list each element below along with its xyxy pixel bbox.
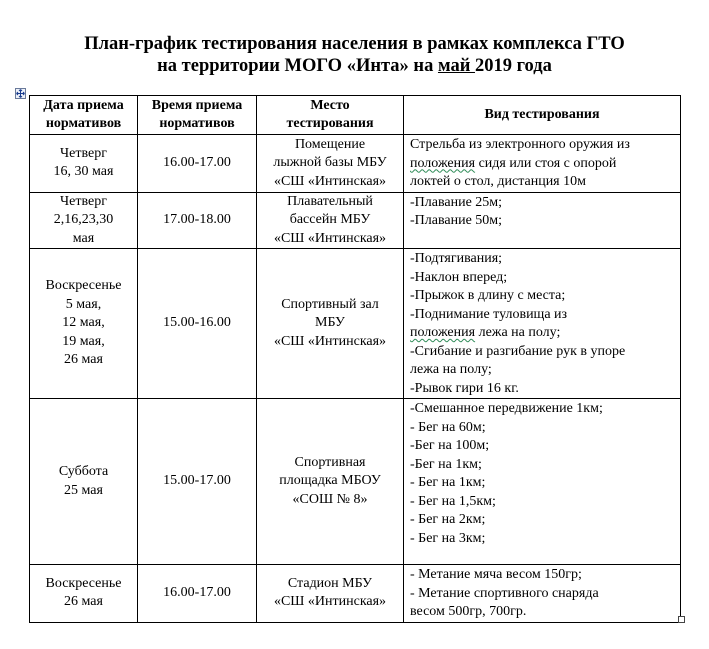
tests-cell	[404, 565, 681, 623]
date-cell	[30, 249, 138, 399]
place-cell-line: площадка МБОУ	[279, 473, 381, 489]
document-title	[0, 33, 709, 77]
test-text: Стрельба из электронного оружия из	[410, 137, 630, 152]
place-cell-line: лыжной базы МБУ	[273, 155, 387, 170]
test-item	[410, 306, 678, 325]
test-text: -Плавание 25м;	[410, 194, 503, 210]
test-item	[410, 493, 678, 512]
place-cell-line: «СОШ № 8»	[292, 491, 368, 507]
date-cell-line: 26 мая	[64, 594, 103, 610]
test-text: лежа на полу;	[410, 362, 492, 377]
table-row	[30, 399, 681, 565]
test-item	[410, 343, 678, 362]
table-resize-handle[interactable]	[678, 616, 685, 623]
place-cell-line: Помещение	[294, 136, 366, 152]
time-cell: 15.00-16.00	[138, 249, 257, 399]
title-line-2-suffix: 2019 года	[474, 56, 552, 76]
test-text: -Подтягивания;	[410, 251, 503, 266]
place-cell	[257, 565, 404, 623]
tests-cell	[404, 249, 681, 399]
table-row	[30, 565, 681, 623]
test-item	[410, 269, 678, 288]
schedule-table	[29, 95, 681, 623]
header-text: Место	[310, 97, 350, 113]
test-item	[410, 530, 678, 549]
test-item	[410, 136, 678, 155]
date-cell-line: Воскресенье	[45, 575, 122, 591]
tests-cell	[404, 399, 681, 565]
time-cell: 16.00-17.00	[138, 565, 257, 623]
test-item	[410, 287, 678, 306]
test-text: -Бег на 1км;	[410, 456, 482, 472]
test-text: лежа на полу;	[475, 325, 561, 340]
test-item	[410, 456, 678, 475]
place-cell-line: Спортивная	[294, 454, 366, 470]
test-item	[410, 474, 678, 493]
header-text: тестирования	[286, 116, 374, 131]
test-item	[410, 566, 678, 585]
test-text: - Бег на 60м;	[410, 419, 486, 435]
test-item	[410, 324, 678, 343]
place-cell	[257, 135, 404, 193]
tests-cell	[404, 135, 681, 193]
date-cell	[30, 565, 138, 623]
test-text: -Бег на 100м;	[410, 438, 490, 453]
test-text: -Смешанное передвижение 1км;	[410, 401, 603, 416]
header-text: Вид тестирования	[484, 106, 600, 122]
table-move-handle-icon[interactable]	[15, 88, 26, 99]
column-header-2	[138, 96, 257, 135]
test-item	[410, 511, 678, 530]
test-item	[410, 437, 678, 456]
date-cell-line: Воскресенье	[45, 278, 122, 294]
test-text: -Плавание 50м;	[410, 213, 503, 228]
test-item	[410, 400, 678, 419]
test-item	[410, 250, 678, 269]
header-text: Время приема	[151, 97, 243, 113]
date-cell-line: Четверг	[60, 145, 107, 161]
table-row	[30, 192, 681, 249]
date-cell-line: 19 мая,	[62, 333, 105, 349]
test-item	[410, 585, 678, 604]
test-text: весом 500гр, 700гр.	[410, 604, 527, 619]
date-cell-line: 16, 30 мая	[53, 164, 114, 180]
place-cell	[257, 249, 404, 399]
place-cell-line: «СШ «Интинская»	[273, 594, 387, 610]
header-text: нормативов	[45, 116, 122, 131]
title-line-1: План-график тестирования населения в рамках комплекса ГТО	[84, 34, 625, 54]
place-cell-line: Стадион МБУ	[287, 575, 373, 591]
date-cell-line: Суббота	[58, 464, 109, 479]
spellcheck-word: положения	[410, 155, 476, 171]
tests-cell	[404, 192, 681, 249]
header-text: нормативов	[159, 116, 235, 131]
table-row	[30, 135, 681, 193]
test-item	[410, 173, 678, 192]
test-text: -Рывок гири 16 кг.	[410, 380, 519, 396]
test-text: сидя или стоя с опорой	[475, 155, 617, 171]
test-item	[410, 603, 678, 622]
title-month: май	[437, 56, 475, 76]
place-cell-line: МБУ	[315, 315, 345, 331]
table-row	[30, 249, 681, 399]
date-cell-line: мая	[72, 230, 95, 246]
place-cell	[257, 192, 404, 249]
place-cell-line: «СШ «Интинская»	[273, 230, 387, 246]
place-cell-line: «СШ «Интинская»	[273, 333, 387, 349]
date-cell-line: 12 мая,	[62, 315, 105, 331]
place-cell-line: Плавательный	[287, 193, 373, 209]
time-cell: 15.00-17.00	[138, 399, 257, 565]
date-cell-line: 25 мая	[64, 482, 103, 498]
test-text: - Бег на 1,5км;	[410, 493, 496, 509]
test-item	[410, 380, 678, 399]
test-item	[410, 212, 678, 231]
date-cell-line: 5 мая,	[65, 296, 102, 312]
column-header-4	[404, 96, 681, 135]
test-item	[410, 155, 678, 174]
test-item	[410, 194, 678, 213]
date-cell-line: 2,16,23,30	[53, 212, 114, 227]
test-text: -Наклон вперед;	[410, 269, 508, 285]
test-text: локтей о стол, дистанция 10м	[410, 174, 586, 189]
date-cell	[30, 399, 138, 565]
test-text: -Прыжок в длину с места;	[410, 288, 566, 303]
place-cell-line: Спортивный зал	[281, 296, 379, 312]
time-cell: 17.00-18.00	[138, 192, 257, 249]
date-cell-line: 26 мая	[64, 352, 103, 368]
title-line-2	[0, 55, 709, 77]
column-header-1	[30, 96, 138, 135]
test-text: -Поднимание туловища из	[410, 306, 568, 322]
header-row	[30, 96, 681, 135]
place-cell-line: «СШ «Интинская»	[273, 173, 387, 189]
test-text: - Метание спортивного снаряда	[410, 585, 599, 601]
place-cell	[257, 399, 404, 565]
test-text: -Сгибание и разгибание рук в упоре	[410, 343, 626, 359]
spellcheck-word: положения	[410, 325, 476, 340]
date-cell	[30, 192, 138, 249]
date-cell-line: Четверг	[60, 193, 107, 209]
title-line-2-prefix: на территории МОГО «Инта» на	[157, 56, 438, 76]
test-text: - Бег на 2км;	[410, 512, 486, 527]
test-text: - Метание мяча весом 150гр;	[410, 567, 582, 582]
test-text: - Бег на 1км;	[410, 475, 486, 490]
move-arrows-icon	[16, 89, 25, 98]
time-cell: 16.00-17.00	[138, 135, 257, 193]
column-header-3	[257, 96, 404, 135]
header-text: Дата приема	[43, 97, 124, 113]
date-cell	[30, 135, 138, 193]
place-cell-line: бассейн МБУ	[289, 212, 371, 227]
test-item	[410, 361, 678, 380]
test-text: - Бег на 3км;	[410, 530, 486, 546]
test-item	[410, 419, 678, 438]
